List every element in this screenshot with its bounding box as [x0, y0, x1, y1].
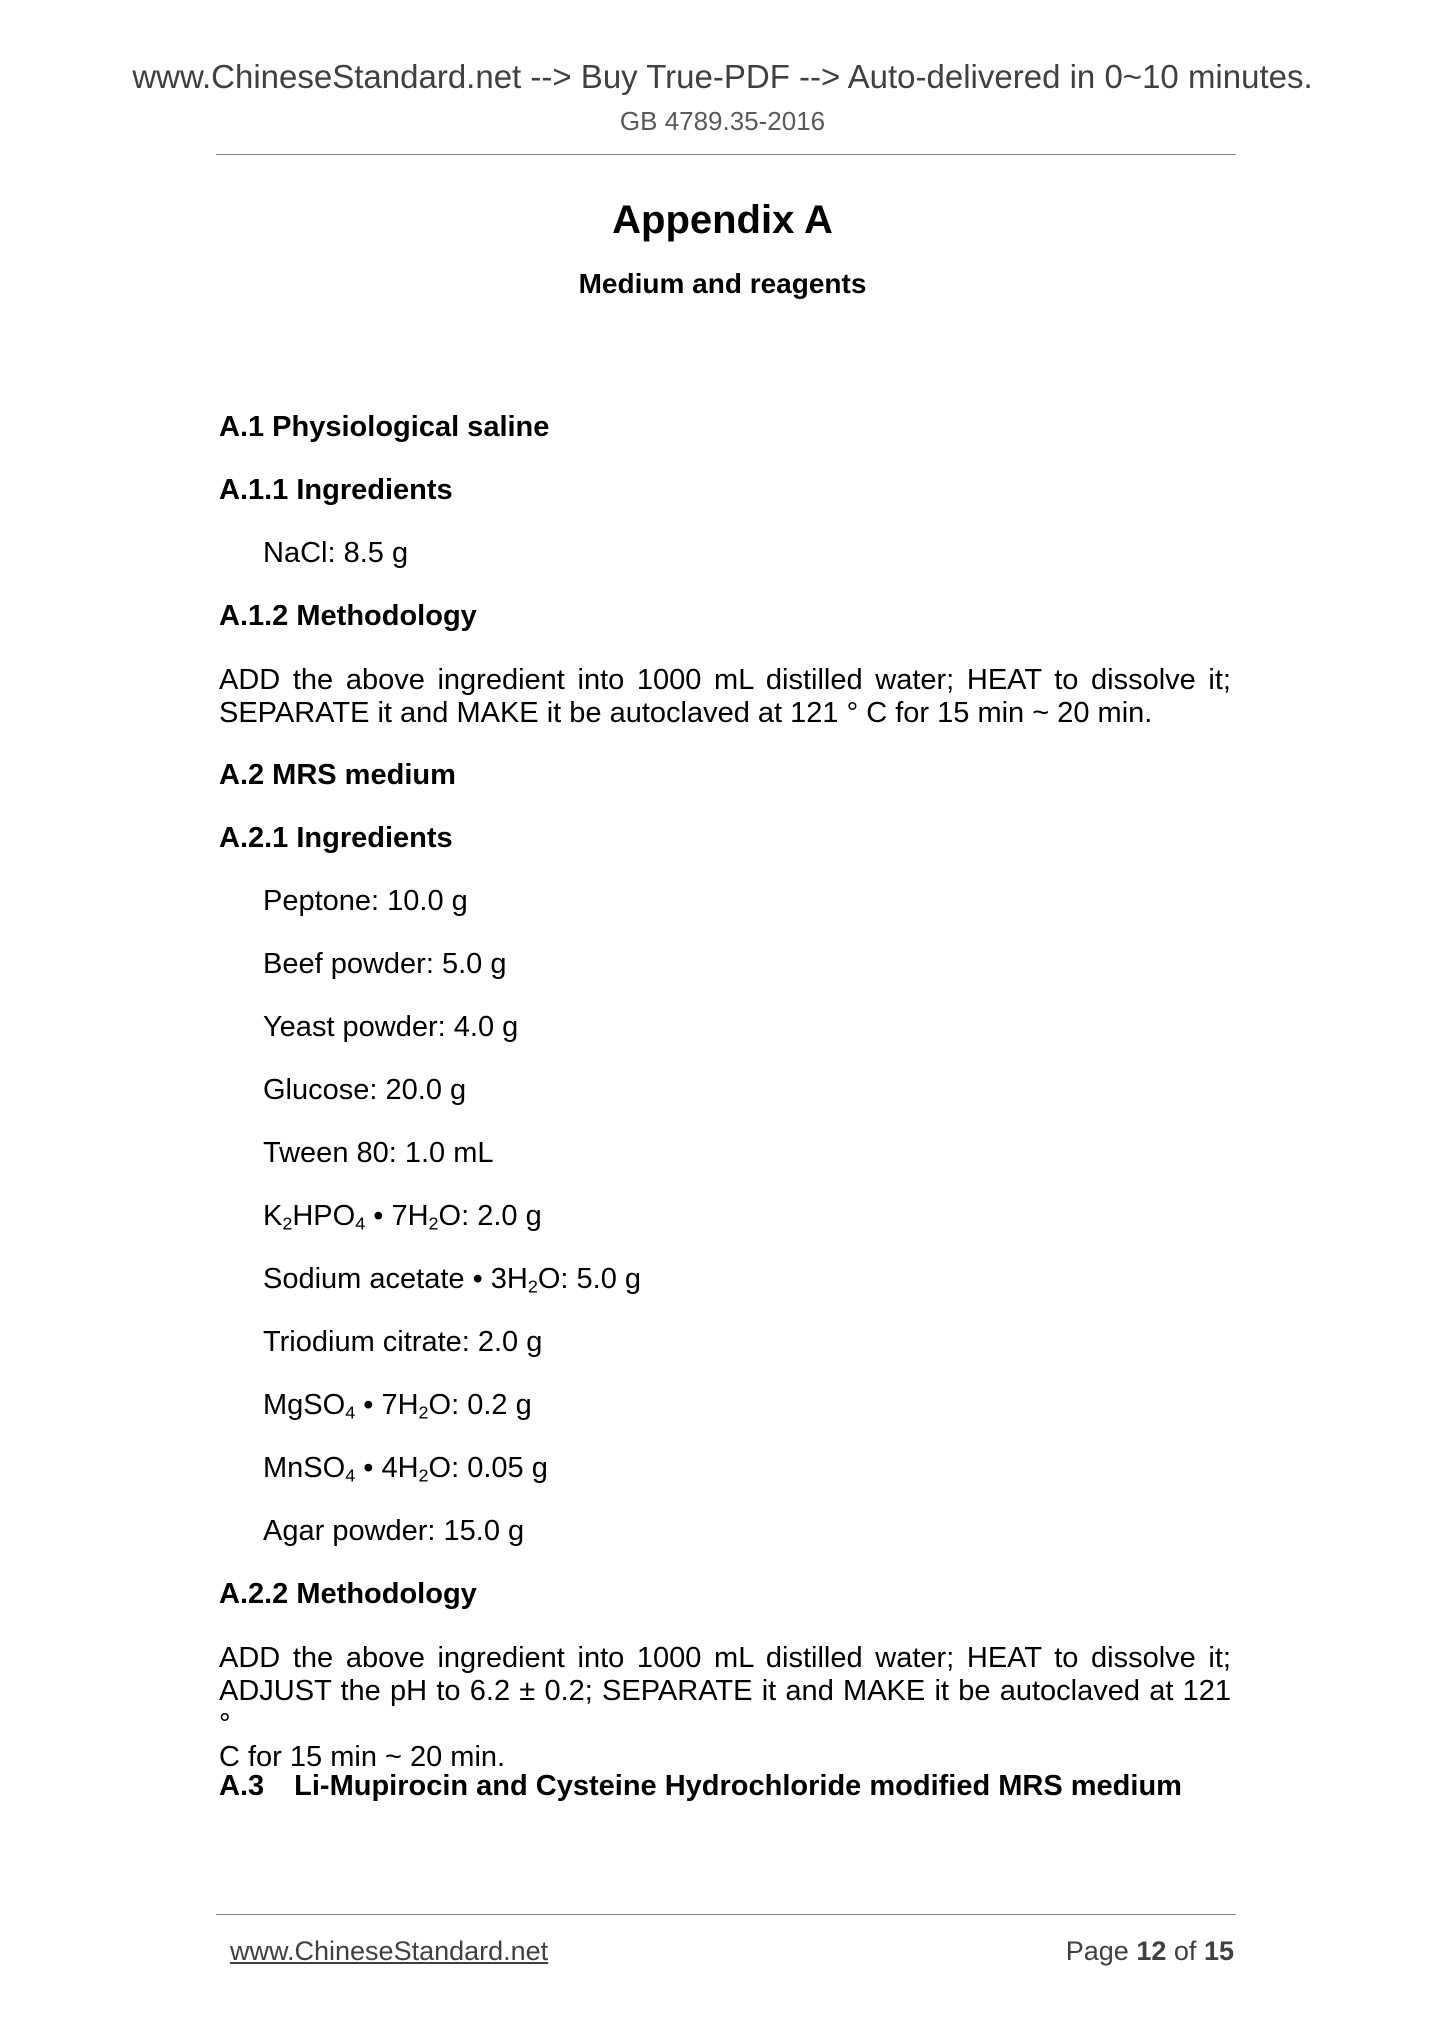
section-a1-methodology-text: [219, 664, 1231, 730]
footer-divider: [216, 1914, 1236, 1915]
ingredient-k2hpo4: $K_2HPO_4$ • $7H_2O$: 2.0 g: [263, 1200, 542, 1234]
section-a2-2-heading: A.2.2 Methodology: [219, 1578, 477, 1610]
header-banner: www.ChineseStandard.net --> Buy True-PDF --> Auto-delivered in 0~10 minutes.: [132, 58, 1313, 95]
ingredient-glucose: Glucose: 20.0 g: [263, 1074, 467, 1106]
standard-code: GB 4789.35-2016: [619, 106, 826, 136]
methodology-line: SEPARATE it and MAKE it be autoclaved at 121 ° C for 15 min ~ 20 min.: [219, 697, 1153, 729]
ingredient-mgso4: MgSO$_4$ • $7H_2O$: 0.2 g: [263, 1389, 532, 1423]
section-a1-2-heading: A.1.2 Methodology: [219, 600, 477, 632]
ingredient-tween-80: Tween 80: 1.0 mL: [263, 1137, 494, 1169]
ingredient-triodium-citrate: Triodium citrate: 2.0 g: [263, 1326, 543, 1358]
ingredient-beef-powder: Beef powder: 5.0 g: [263, 948, 507, 980]
appendix-subtitle: Medium and reagents: [578, 268, 867, 299]
ingredient-mnso4: MnSO$_4$ • $4H_2O$: 0.05 g: [263, 1452, 548, 1486]
methodology-line: ADD the above ingredient into 1000 mL distilled water; HEAT to dissolve it;: [219, 664, 1231, 696]
ingredient-nacl: NaCl: 8.5 g: [263, 537, 409, 569]
appendix-title: Appendix A: [612, 198, 833, 242]
section-a2-1-heading: A.2.1 Ingredients: [219, 822, 453, 854]
header-divider: [216, 154, 1236, 155]
section-a3-title: Li-Mupirocin and Cysteine Hydrochloride modified MRS medium: [294, 1770, 1182, 1802]
footer-website-link[interactable]: www.ChineseStandard.net: [230, 1936, 549, 1966]
page-number: Page 12 of 15: [1065, 1936, 1234, 1966]
methodology-line: ADD the above ingredient into 1000 mL distilled water; HEAT to dissolve it;: [219, 1642, 1231, 1674]
section-a1-1-heading: A.1.1 Ingredients: [219, 474, 453, 506]
section-a2-heading: A.2 MRS medium: [219, 759, 456, 791]
ingredient-sodium-acetate: Sodium acetate • $3H_2O$: 5.0 g: [263, 1263, 642, 1297]
section-a3-heading: [219, 1770, 1231, 1803]
ingredient-yeast-powder: Yeast powder: 4.0 g: [263, 1011, 519, 1043]
section-a3-number: A.3: [219, 1770, 265, 1802]
section-a1-heading: A.1 Physiological saline: [219, 411, 550, 443]
section-a2-methodology-text: [219, 1642, 1231, 1774]
methodology-line: ADJUST the pH to 6.2 ± 0.2; SEPARATE it and MAKE it be autoclaved at 121 °: [219, 1675, 1231, 1740]
methodology-line: C for 15 min ~ 20 min.: [219, 1741, 506, 1773]
ingredient-peptone: Peptone: 10.0 g: [263, 885, 468, 917]
ingredient-agar-powder: Agar powder: 15.0 g: [263, 1515, 525, 1547]
